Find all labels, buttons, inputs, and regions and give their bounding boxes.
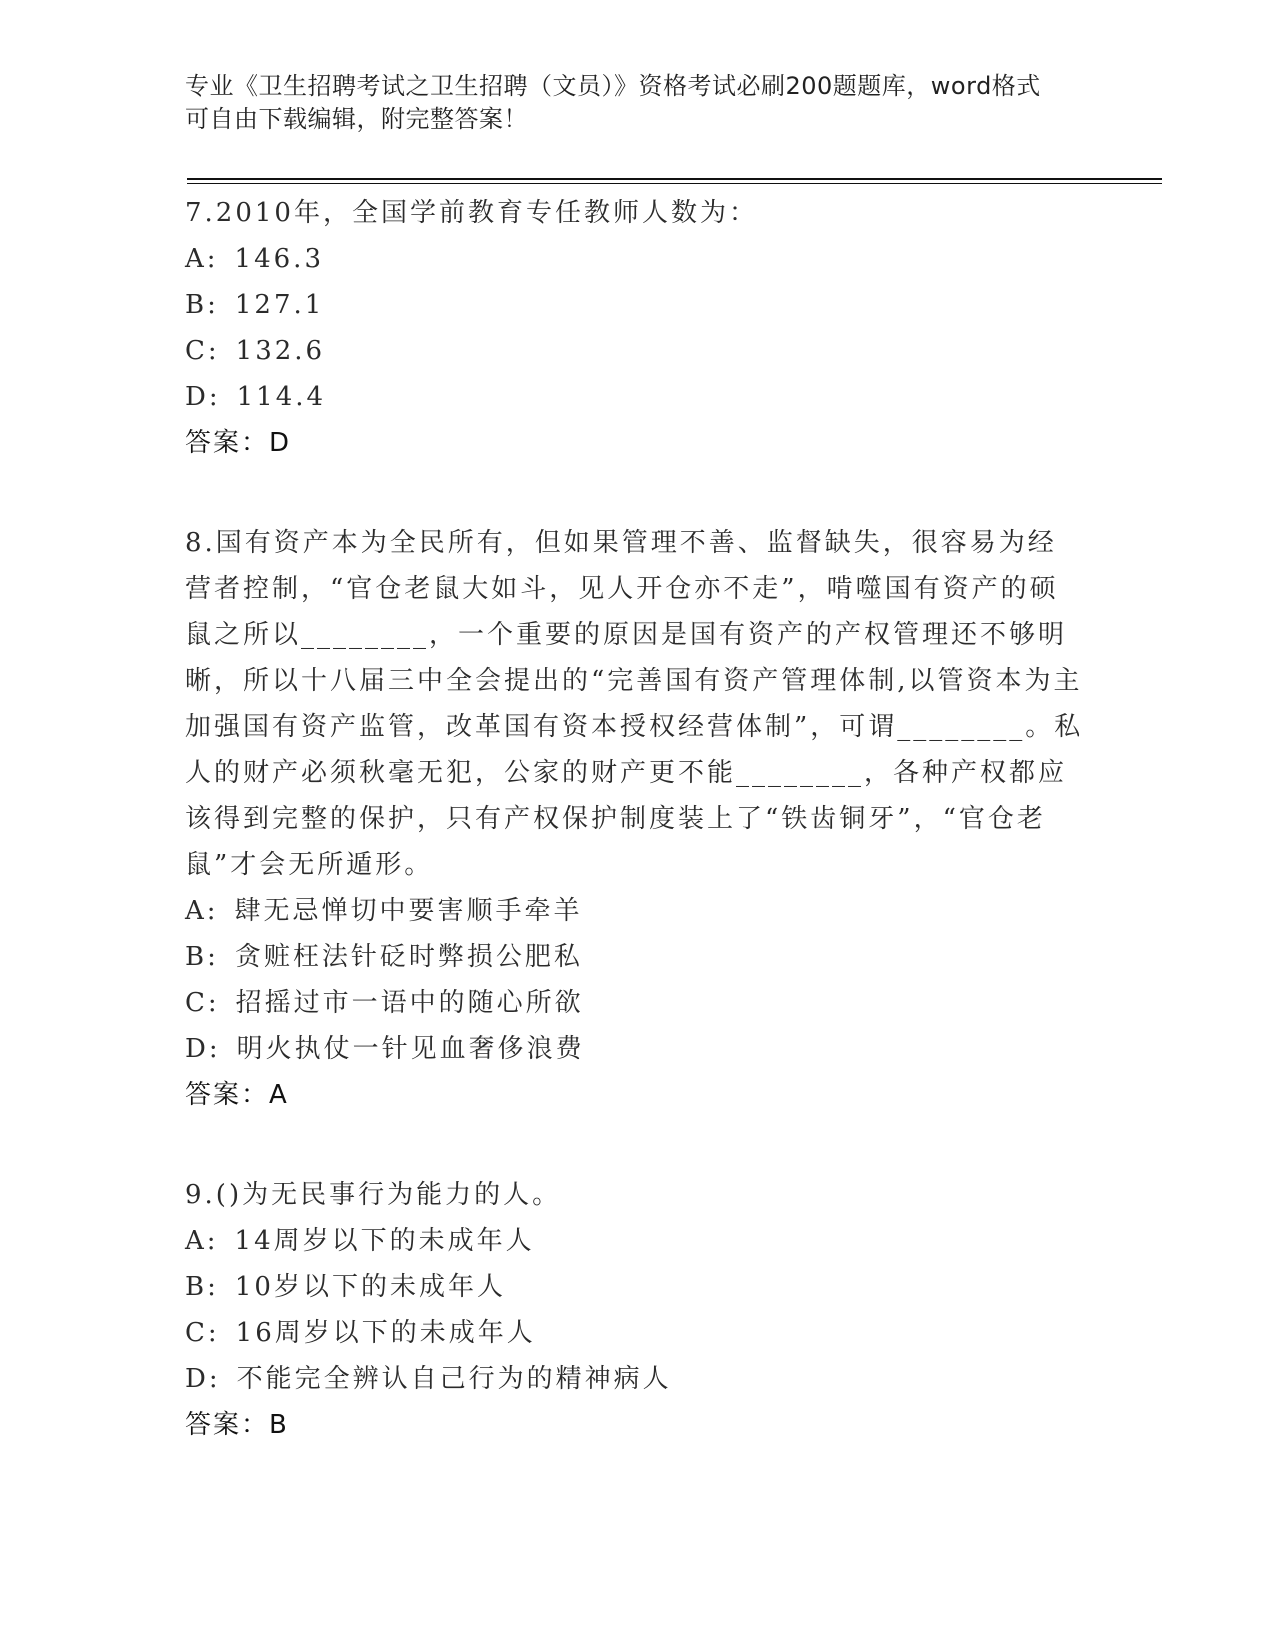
header-divider-bottom: [187, 183, 1162, 184]
option-text: 贪赃枉法针砭时弊损公肥私: [234, 942, 583, 972]
option-c: [185, 980, 1085, 1026]
option-key: A:: [185, 896, 219, 926]
header-divider-top: [187, 178, 1162, 180]
option-key: C:: [185, 988, 220, 1018]
option-c: [185, 328, 1085, 374]
option-a: [185, 236, 1085, 282]
header-line-2: 可自由下载编辑，附完整答案！: [185, 105, 528, 133]
option-text: 肆无忌惮切中要害顺手牵羊: [234, 896, 583, 926]
option-a: [185, 1218, 1085, 1264]
question-8: [185, 520, 1085, 1118]
option-key: A:: [185, 244, 219, 274]
option-text: 14周岁以下的未成年人: [234, 1226, 535, 1256]
question-stem: 7.2010年，全国学前教育专任教师人数为：: [185, 198, 758, 228]
question-list: [185, 190, 1085, 1502]
document-header: [185, 70, 1065, 136]
option-text: 明火执仗一针见血奢侈浪费: [236, 1034, 585, 1064]
option-text: 10岁以下的未成年人: [234, 1272, 506, 1302]
answer-line: 答案：A: [185, 1080, 289, 1110]
option-text: 132.6: [235, 336, 326, 366]
option-key: D:: [185, 382, 221, 412]
option-key: A:: [185, 1226, 219, 1256]
option-a: [185, 888, 1085, 934]
option-d: [185, 1356, 1085, 1402]
header-line-1: 专业《卫生招聘考试之卫生招聘（文员）》资格考试必刷200题题库，word格式: [185, 72, 1041, 100]
option-b: [185, 282, 1085, 328]
option-text: 招摇过市一语中的随心所欲: [235, 988, 584, 1018]
option-b: [185, 1264, 1085, 1310]
question-7: [185, 190, 1085, 466]
option-key: B:: [185, 942, 219, 972]
answer-line: 答案：B: [185, 1410, 289, 1440]
option-text: 114.4: [236, 382, 327, 412]
option-key: C:: [185, 336, 220, 366]
option-c: [185, 1310, 1085, 1356]
option-b: [185, 934, 1085, 980]
option-text: 不能完全辨认自己行为的精神病人: [236, 1364, 672, 1394]
option-text: 127.1: [234, 290, 325, 320]
option-key: C:: [185, 1318, 220, 1348]
option-key: B:: [185, 290, 219, 320]
option-key: D:: [185, 1034, 221, 1064]
question-stem: 9.()为无民事行为能力的人。: [185, 1180, 562, 1210]
option-text: 16周岁以下的未成年人: [235, 1318, 536, 1348]
question-9: [185, 1172, 1085, 1448]
answer-line: 答案：D: [185, 428, 292, 458]
option-key: B:: [185, 1272, 219, 1302]
option-d: [185, 374, 1085, 420]
option-d: [185, 1026, 1085, 1072]
option-text: 146.3: [234, 244, 324, 274]
question-stem: 8.国有资产本为全民所有，但如果管理不善、监督缺失，很容易为经营者控制，“官仓老鼠大如斗，见人开仓亦不走”，啃噬国有资产的硕鼠之所以________，一个重要的原因是国有资产的产权管理还不够明晰，所以十八届三中全会提出的“完善国有资产管理体制,以管资本为主加强国有资产监管，改革国有资本授权经营体制”，可谓________。私人的财产必须秋毫无犯，公家的财产更不能________，各种产权都应该得到完整的保护，只有产权保护制度装上了“铁齿铜牙”，“官仓老鼠”才会无所遁形。: [185, 528, 1084, 880]
option-key: D:: [185, 1364, 221, 1394]
